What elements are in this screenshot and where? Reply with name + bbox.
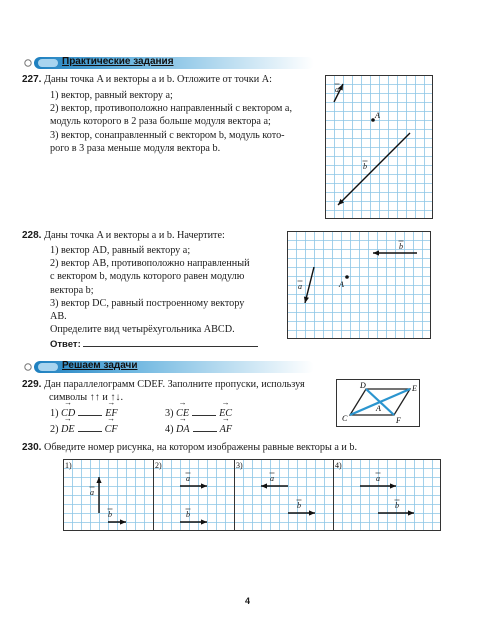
vector-right: → CF bbox=[105, 423, 118, 436]
vector-b-arrow bbox=[338, 133, 410, 205]
label-F: F bbox=[396, 416, 401, 425]
item-line: 1) вектор AD, равный вектору a; bbox=[50, 245, 191, 256]
vector-left: → DA bbox=[176, 423, 190, 436]
p1-vector-a-label: a bbox=[90, 488, 94, 497]
vector-left: → CE bbox=[176, 407, 189, 420]
p3-vector-b-label: b bbox=[297, 501, 301, 510]
problem-227 bbox=[22, 73, 322, 86]
problem-intro: Обведите номер рисунка, на котором изображены равные векторы a и b. bbox=[44, 442, 358, 453]
label-A: A bbox=[376, 404, 381, 413]
problem-227-items bbox=[50, 89, 320, 155]
p2-vector-a-label: a bbox=[186, 474, 190, 483]
panel-label-4: 4) bbox=[335, 461, 342, 470]
problem-number: 230. bbox=[22, 442, 42, 453]
vector-right: → EC bbox=[219, 407, 232, 420]
problem-228 bbox=[22, 229, 292, 242]
section-title: Решаем задачи bbox=[62, 360, 138, 371]
vector-a-label: a bbox=[335, 85, 339, 94]
p4-vector-a-arrow-head bbox=[390, 483, 396, 488]
problem-number: 229. bbox=[22, 379, 42, 390]
label-E: E bbox=[412, 384, 417, 393]
grid-228 bbox=[287, 231, 431, 339]
blank-field[interactable] bbox=[78, 423, 102, 432]
label-D: D bbox=[360, 381, 366, 390]
blank-field[interactable] bbox=[193, 423, 217, 432]
blank-field[interactable] bbox=[78, 407, 102, 416]
p1-vector-b-label: b bbox=[108, 510, 112, 519]
item-line: вектора b; bbox=[50, 284, 94, 296]
pair-2 bbox=[50, 423, 118, 436]
item-line: 2) вектор AB, противоположно направленный bbox=[50, 258, 250, 270]
problem-intro-2: символы ↑↑ и ↑↓. bbox=[49, 392, 124, 404]
p1-vector-b-arrow-head bbox=[120, 519, 126, 524]
problem-intro: Даны точка A и векторы a и b. Начертите: bbox=[44, 230, 225, 241]
vector-right: → AF bbox=[220, 423, 232, 436]
grid-227 bbox=[325, 75, 433, 219]
p3-vector-b-arrow-head bbox=[309, 510, 315, 515]
grid-border bbox=[326, 76, 433, 219]
panel-label-1: 1) bbox=[65, 461, 72, 470]
problem-intro: Дан параллелограмм CDEF. Заполните пропуски, используя bbox=[44, 379, 305, 390]
section-title: Практические задания bbox=[62, 56, 174, 67]
section-header-solve bbox=[22, 359, 322, 375]
item-line: с вектором b, модуль которого равен модулю bbox=[50, 271, 245, 283]
p4-vector-a-label: a bbox=[376, 474, 380, 483]
parallelogram-figure bbox=[336, 379, 420, 432]
item-line: 2) вектор, противоположно направленный с вектором a, bbox=[50, 103, 292, 115]
problem-number: 228. bbox=[22, 230, 42, 241]
vector-left: → DE bbox=[61, 423, 75, 436]
p2-vector-b-arrow-head bbox=[201, 519, 207, 524]
pair-num: 4) bbox=[165, 424, 174, 435]
problem-228-items bbox=[50, 244, 290, 336]
grid-230 bbox=[63, 459, 441, 531]
vector-b-label: b bbox=[363, 162, 367, 171]
item-line: 3) вектор, сонаправленный с вектором b, модуль кото- bbox=[50, 129, 285, 141]
problem-230 bbox=[22, 441, 482, 454]
vector-b-label: b bbox=[399, 242, 403, 251]
item-line: 3) вектор DC, равный построенному вектору bbox=[50, 297, 245, 309]
panel-label-2: 2) bbox=[155, 461, 162, 470]
problem-intro: Даны точка A и векторы a и b. Отложите от точки A: bbox=[44, 74, 272, 85]
item-line: AB. bbox=[50, 311, 67, 323]
problem-number: 227. bbox=[22, 74, 42, 85]
p4-vector-b-label: b bbox=[395, 501, 399, 510]
page-number: 4 bbox=[245, 596, 251, 606]
p2-vector-b-label: b bbox=[186, 510, 190, 519]
point-A bbox=[345, 275, 349, 279]
vector-left: → CD bbox=[61, 407, 75, 420]
panel-label-3: 3) bbox=[236, 461, 243, 470]
point-A-label: A bbox=[339, 280, 344, 289]
answer-label: Ответ: bbox=[50, 339, 81, 350]
label-C: C bbox=[342, 414, 348, 423]
pair-num: 1) bbox=[50, 408, 59, 419]
pair-4 bbox=[165, 423, 232, 436]
item-line: модуль которого в 2 раза больше модуля вектора a; bbox=[50, 116, 271, 128]
pair-num: 2) bbox=[50, 424, 59, 435]
vector-a-label: a bbox=[298, 282, 302, 291]
p2-vector-a-arrow-head bbox=[201, 483, 207, 488]
pair-num: 3) bbox=[165, 408, 174, 419]
p4-vector-b-arrow-head bbox=[408, 510, 414, 515]
vector-right: → EF bbox=[105, 407, 117, 420]
section-header-practical bbox=[22, 55, 322, 71]
point-A-label: A bbox=[375, 111, 380, 120]
answer-input-line[interactable] bbox=[83, 337, 258, 347]
item-line: 1) вектор, равный вектору a; bbox=[50, 90, 173, 101]
blank-field[interactable] bbox=[192, 407, 216, 416]
item-line: Определите вид четырёхугольника ABCD. bbox=[50, 324, 235, 336]
vector-b-arrow-head bbox=[373, 250, 379, 255]
item-line: рого в 3 раза меньше модуля вектора b. bbox=[50, 142, 221, 154]
p3-vector-a-label: a bbox=[270, 474, 274, 483]
answer-row bbox=[50, 337, 258, 350]
